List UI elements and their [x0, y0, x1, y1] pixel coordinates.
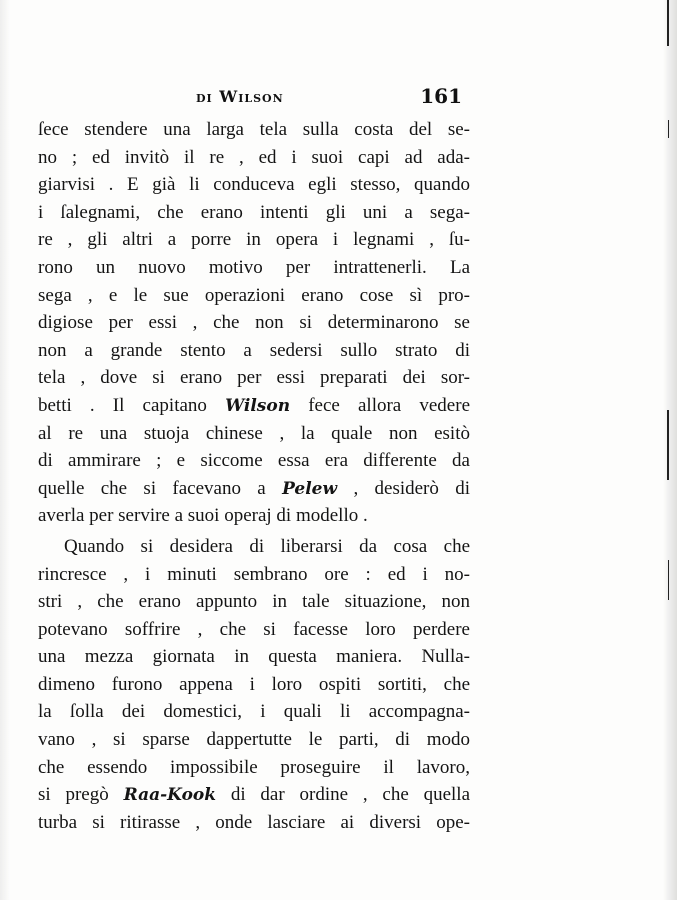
page-edge-mark	[668, 120, 669, 138]
page-left-shadow	[0, 0, 10, 900]
text-line: re , gli altri a porre in opera i legnami , ſu-	[38, 229, 470, 251]
text-line: rincresce , i minuti sembrano ore : ed i no-	[38, 563, 470, 585]
text-line: no ; ed invitò il re , ed i suoi capi ad ada-	[38, 146, 470, 168]
proper-name: Wilson	[225, 395, 291, 416]
body-text	[38, 116, 470, 836]
text-line: dimeno furono appena i loro ospiti sortiti, che	[38, 673, 470, 695]
page-edge-mark	[667, 0, 669, 46]
text-line: quelle che si facevano a Pelew , desiderò di	[38, 477, 470, 499]
text-line: i ſalegnami, che erano intenti gli uni a sega-	[38, 201, 470, 223]
text-line: di ammirare ; e siccome essa era differente da	[38, 450, 470, 472]
page-right-shadow	[663, 0, 677, 900]
text-line: non a grande stento a sedersi sullo strato di	[38, 339, 470, 361]
text-line: stri , che erano appunto in tale situazione, non	[38, 591, 470, 613]
text-line: al re una stuoja chinese , la quale non esitò	[38, 422, 470, 444]
page-edge-mark	[668, 560, 669, 600]
text-line: turba si ritirasse , onde lasciare ai diversi ope-	[38, 811, 470, 833]
text-line: sega , e le sue operazioni erano cose sì pro-	[38, 284, 470, 306]
running-header	[38, 84, 470, 110]
running-title: di Wilson	[196, 87, 284, 106]
text-line: rono un nuovo motivo per intrattenerli. La	[38, 256, 470, 278]
text-line: tela , dove si erano per essi preparati dei sor-	[38, 367, 470, 389]
text-line: giarvisi . E già li conduceva egli stesso, quando	[38, 174, 470, 196]
text-line: ſece stendere una larga tela sulla costa del se-	[38, 119, 470, 140]
text-line: digiose per essi , che non si determinarono se	[38, 312, 470, 334]
text-line: che essendo impossibile proseguire il lavoro,	[38, 756, 470, 778]
text-line: averla per servire a suoi operaj di modello .	[38, 505, 368, 527]
page-number: 161	[420, 84, 462, 108]
text-line: una mezza giornata in questa maniera. Nulla-	[38, 646, 470, 668]
proper-name: Pelew	[282, 478, 338, 499]
text-line: betti . Il capitano Wilson fece allora vedere	[38, 394, 471, 416]
proper-name: Raa-Kook	[123, 785, 217, 806]
text-line: vano , si sparse dappertutte le parti, di modo	[38, 729, 470, 751]
page-edge-mark	[667, 410, 669, 480]
text-line: potevano soffrire , che si facesse loro perdere	[38, 618, 470, 640]
text-line: Quando si desidera di liberarsi da cosa che	[64, 535, 470, 557]
text-line: si pregò Raa-Kook di dar ordine , che quella	[38, 784, 471, 806]
text-line: la ſolla dei domestici, i quali li accompagna-	[38, 701, 470, 723]
